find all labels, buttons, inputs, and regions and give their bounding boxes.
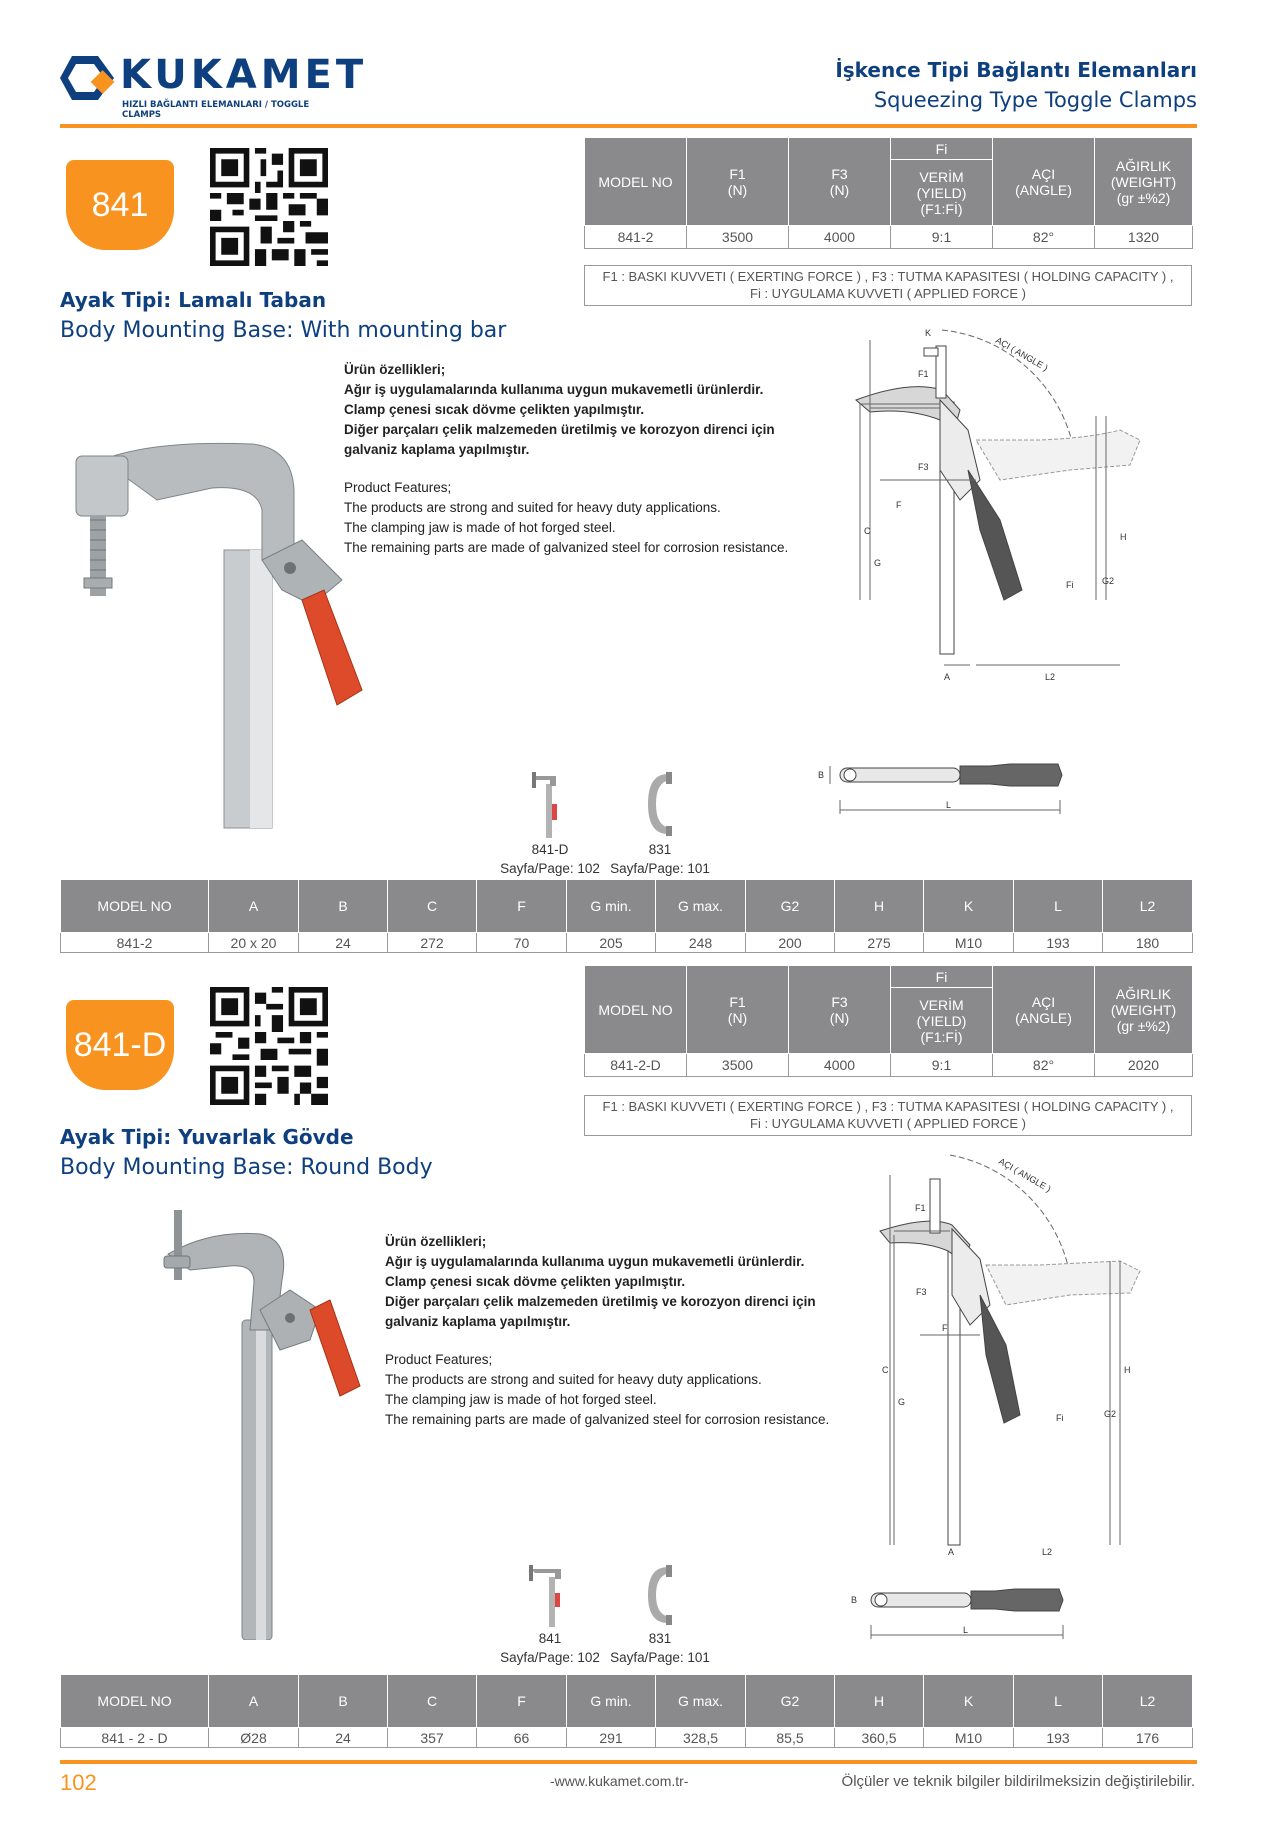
- table-row: [585, 1054, 1193, 1077]
- technical-drawing: [790, 320, 1210, 720]
- dim-header-k: K: [924, 880, 1014, 933]
- spec-header-fi: Fi: [891, 138, 993, 160]
- force-legend: [584, 1095, 1192, 1136]
- product-photo: [62, 430, 382, 840]
- features-en-line: The remaining parts are made of galvanized steel for corrosion resistance.: [344, 540, 789, 555]
- model-badge-label: 841-D: [73, 1026, 167, 1064]
- spec-yield: 9:1: [891, 226, 993, 249]
- dim-header-gmax: G max.: [656, 1675, 746, 1728]
- dim-h: 275: [835, 933, 924, 953]
- dim-header-l2: L2: [1103, 880, 1193, 933]
- clamp-thumbnail-icon: [640, 770, 680, 840]
- diagram-label-c: C: [882, 1365, 889, 1375]
- features-en-line: The products are strong and suited for heavy duty applications.: [344, 500, 721, 515]
- related-product-name: 831: [648, 1631, 672, 1646]
- dim-l: 193: [1014, 933, 1103, 953]
- logo-name: KUKAMET: [120, 52, 368, 98]
- spec-header-f3: F3 (N): [789, 138, 891, 226]
- related-product[interactable]: [500, 1563, 600, 1667]
- dim-l2: 180: [1103, 933, 1193, 953]
- dim-g2: 85,5: [746, 1728, 835, 1748]
- spec-angle: 82°: [993, 226, 1095, 249]
- spec-yield: 9:1: [891, 1054, 993, 1077]
- spec-header-yield: VERİM (YIELD) (F1:Fİ): [891, 988, 993, 1054]
- dim-header-c: C: [388, 880, 477, 933]
- features-tr-line: Diğer parçaları çelik malzemeden üretilmiş ve korozyon direnci için: [344, 422, 775, 437]
- force-legend-line1: F1 : BASKI KUVVETI ( EXERTING FORCE ) , F3 : TUTMA KAPASITESI ( HOLDING CAPACITY ) ,: [602, 1099, 1174, 1114]
- features-en-line: The products are strong and suited for heavy duty applications.: [385, 1372, 762, 1387]
- dim-header-model: MODEL NO: [61, 1675, 209, 1728]
- spec-model: 841-2: [585, 226, 687, 249]
- section-title-tr: Ayak Tipi: Lamalı Taban: [60, 288, 327, 312]
- spec-header-angle: AÇI (ANGLE): [993, 138, 1095, 226]
- dim-header-b: B: [299, 1675, 388, 1728]
- dim-header-b: B: [299, 880, 388, 933]
- footer-divider: [60, 1760, 1197, 1764]
- dim-header-model: MODEL NO: [61, 880, 209, 933]
- spec-header-model: MODEL NO: [585, 138, 687, 226]
- force-legend: [584, 265, 1192, 306]
- spec-model: 841-2-D: [585, 1054, 687, 1077]
- dim-k: M10: [924, 933, 1014, 953]
- features-en-line: The clamping jaw is made of hot forged steel.: [344, 520, 616, 535]
- model-badge-label: 841: [91, 186, 149, 224]
- related-product-page: Sayfa/Page: 102: [500, 861, 600, 876]
- related-product-page: Sayfa/Page: 101: [610, 1650, 710, 1665]
- diagram-label-angle: AÇI ( ANGLE ): [997, 1156, 1053, 1194]
- related-product-name: 841: [538, 1631, 562, 1646]
- spec-f3: 4000: [789, 226, 891, 249]
- force-legend-line2: Fi : UYGULAMA KUVVETI ( APPLIED FORCE ): [750, 286, 1026, 301]
- diagram-label-g2: G2: [1102, 576, 1115, 586]
- top-view-drawing: [810, 760, 1070, 830]
- features-tr-line: Clamp çenesi sıcak dövme çelikten yapılmıştır.: [344, 402, 645, 417]
- spec-header-weight: AĞIRLIK (WEIGHT) (gr ±%2): [1095, 138, 1193, 226]
- dim-b: 24: [299, 933, 388, 953]
- features-title-en: Product Features;: [344, 480, 452, 495]
- dim-header-k: K: [924, 1675, 1014, 1728]
- features-tr-line: Diğer parçaları çelik malzemeden üretilmiş ve korozyon direnci için: [385, 1294, 816, 1309]
- related-product[interactable]: [500, 770, 600, 878]
- spec-header-yield: VERİM (YIELD) (F1:Fİ): [891, 160, 993, 226]
- dim-b: 24: [299, 1728, 388, 1748]
- diagram-label-f1: F1: [918, 369, 929, 379]
- diagram-label-b: B: [818, 770, 825, 780]
- section-title-en: Body Mounting Base: With mounting bar: [60, 318, 507, 343]
- diagram-label-c: C: [864, 526, 871, 536]
- dim-header-a: A: [209, 1675, 299, 1728]
- diagram-label-a: A: [944, 672, 951, 682]
- dimension-table: [60, 879, 1193, 953]
- dim-header-g2: G2: [746, 1675, 835, 1728]
- dim-model: 841 - 2 - D: [61, 1728, 209, 1748]
- diagram-label-l: L: [946, 800, 952, 810]
- dim-f: 66: [477, 1728, 567, 1748]
- dim-f: 70: [477, 933, 567, 953]
- header-title-tr: İşkence Tipi Bağlantı Elemanları: [835, 58, 1197, 82]
- spec-header-angle: AÇI (ANGLE): [993, 966, 1095, 1054]
- dim-gmax: 328,5: [656, 1728, 746, 1748]
- logo-subtitle: HIZLI BAĞLANTI ELEMANLARI / TOGGLE CLAMPS: [122, 100, 310, 120]
- features-tr-line: galvaniz kaplama yapılmıştır.: [385, 1314, 571, 1329]
- diagram-label-h: H: [1120, 532, 1127, 542]
- related-product[interactable]: [610, 1563, 710, 1667]
- features-title-en: Product Features;: [385, 1352, 493, 1367]
- top-view-drawing: [845, 1585, 1075, 1655]
- dim-header-gmin: G min.: [567, 880, 656, 933]
- dim-a: 20 x 20: [209, 933, 299, 953]
- dim-model: 841-2: [61, 933, 209, 953]
- dim-h: 360,5: [835, 1728, 924, 1748]
- clamp-thumbnail-icon: [640, 1563, 680, 1629]
- dim-header-l2: L2: [1103, 1675, 1193, 1728]
- spec-weight: 1320: [1095, 226, 1193, 249]
- qr-code-icon: [210, 148, 328, 266]
- diagram-label-l2: L2: [1045, 672, 1056, 682]
- diagram-label-h: H: [1124, 1365, 1131, 1375]
- spec-header-weight: AĞIRLIK (WEIGHT) (gr ±%2): [1095, 966, 1193, 1054]
- diagram-label-angle: AÇI ( ANGLE ): [994, 335, 1050, 373]
- dim-k: M10: [924, 1728, 1014, 1748]
- dim-a: Ø28: [209, 1728, 299, 1748]
- diagram-label-l: L: [963, 1625, 969, 1635]
- dim-header-f: F: [477, 1675, 567, 1728]
- features-en-line: The remaining parts are made of galvanized steel for corrosion resistance.: [385, 1412, 830, 1427]
- clamp-thumbnail-icon: [530, 770, 570, 840]
- spec-header-f1: F1 (N): [687, 138, 789, 226]
- related-product-page: Sayfa/Page: 101: [610, 861, 710, 876]
- diagram-label-fi: Fi: [1056, 1413, 1064, 1423]
- dimension-table: [60, 1674, 1193, 1748]
- dim-header-gmin: G min.: [567, 1675, 656, 1728]
- section-title-en: Body Mounting Base: Round Body: [60, 1155, 433, 1180]
- features-tr-line: Ağır iş uygulamalarında kullanıma uygun mukavemetli ürünlerdir.: [385, 1254, 805, 1269]
- product-features: [344, 360, 804, 558]
- product-features: [385, 1232, 835, 1430]
- dim-g2: 200: [746, 933, 835, 953]
- diagram-label-g2: G2: [1104, 1409, 1117, 1419]
- page-number: 102: [60, 1770, 97, 1795]
- spec-table: [584, 965, 1193, 1077]
- force-legend-line1: F1 : BASKI KUVVETI ( EXERTING FORCE ) , F3 : TUTMA KAPASITESI ( HOLDING CAPACITY ) ,: [602, 269, 1174, 284]
- features-tr-line: Ağır iş uygulamalarında kullanıma uygun mukavemetli ürünlerdir.: [344, 382, 764, 397]
- diagram-label-f: F: [942, 1323, 948, 1333]
- dim-l: 193: [1014, 1728, 1103, 1748]
- clamp-thumbnail-icon: [525, 1563, 575, 1629]
- diagram-label-f3: F3: [918, 462, 929, 472]
- model-badge: [66, 1000, 174, 1090]
- table-row: [61, 933, 1193, 953]
- dim-header-h: H: [835, 1675, 924, 1728]
- dim-header-l: L: [1014, 1675, 1103, 1728]
- spec-table: [584, 137, 1193, 249]
- diagram-label-fi: Fi: [1066, 580, 1074, 590]
- related-product-name: 841-D: [531, 842, 569, 857]
- disclaimer: Ölçüler ve teknik bilgiler bildirilmeksizin değiştirilebilir.: [841, 1773, 1195, 1790]
- dim-c: 357: [388, 1728, 477, 1748]
- features-tr-line: galvaniz kaplama yapılmıştır.: [344, 442, 530, 457]
- diagram-label-g: G: [874, 558, 882, 568]
- dim-header-l: L: [1014, 880, 1103, 933]
- diagram-label-g: G: [898, 1397, 906, 1407]
- diagram-label-f1: F1: [915, 1203, 926, 1213]
- diagram-label-l2: L2: [1042, 1547, 1053, 1557]
- force-legend-line2: Fi : UYGULAMA KUVVETI ( APPLIED FORCE ): [750, 1116, 1026, 1131]
- table-row: [585, 226, 1193, 249]
- dim-gmax: 248: [656, 933, 746, 953]
- spec-header-model: MODEL NO: [585, 966, 687, 1054]
- features-title-tr: Ürün özellikleri;: [344, 362, 446, 377]
- spec-header-f3: F3 (N): [789, 966, 891, 1054]
- product-photo: [150, 1200, 390, 1640]
- features-en-line: The clamping jaw is made of hot forged steel.: [385, 1392, 657, 1407]
- diagram-label-a: A: [948, 1547, 955, 1557]
- spec-header-f1: F1 (N): [687, 966, 789, 1054]
- qr-code-icon: [210, 987, 328, 1105]
- website-link[interactable]: -www.kukamet.com.tr-: [550, 1773, 689, 1789]
- logo: [58, 52, 368, 120]
- features-title-tr: Ürün özellikleri;: [385, 1234, 487, 1249]
- dim-header-a: A: [209, 880, 299, 933]
- diagram-label-f: F: [896, 500, 902, 510]
- technical-drawing: [820, 1145, 1200, 1565]
- dim-l2: 176: [1103, 1728, 1193, 1748]
- dim-header-h: H: [835, 880, 924, 933]
- logo-mark-icon: [58, 54, 120, 106]
- dim-header-g2: G2: [746, 880, 835, 933]
- diagram-label-k: K: [925, 328, 932, 338]
- related-product[interactable]: [610, 770, 710, 878]
- spec-angle: 82°: [993, 1054, 1095, 1077]
- dim-gmin: 291: [567, 1728, 656, 1748]
- dim-header-gmax: G max.: [656, 880, 746, 933]
- section-title-tr: Ayak Tipi: Yuvarlak Gövde: [60, 1125, 354, 1149]
- model-badge: [66, 160, 174, 250]
- table-row: [61, 1728, 1193, 1748]
- header-divider: [60, 124, 1197, 128]
- spec-f1: 3500: [687, 1054, 789, 1077]
- dim-c: 272: [388, 933, 477, 953]
- dim-gmin: 205: [567, 933, 656, 953]
- dim-header-c: C: [388, 1675, 477, 1728]
- spec-f3: 4000: [789, 1054, 891, 1077]
- dim-header-f: F: [477, 880, 567, 933]
- related-product-name: 831: [648, 842, 672, 857]
- spec-header-fi: Fi: [891, 966, 993, 988]
- spec-weight: 2020: [1095, 1054, 1193, 1077]
- diagram-label-f3: F3: [916, 1287, 927, 1297]
- diagram-label-b: B: [851, 1595, 858, 1605]
- spec-f1: 3500: [687, 226, 789, 249]
- features-tr-line: Clamp çenesi sıcak dövme çelikten yapılmıştır.: [385, 1274, 686, 1289]
- related-product-page: Sayfa/Page: 102: [500, 1650, 600, 1665]
- header-title-en: Squeezing Type Toggle Clamps: [873, 88, 1197, 112]
